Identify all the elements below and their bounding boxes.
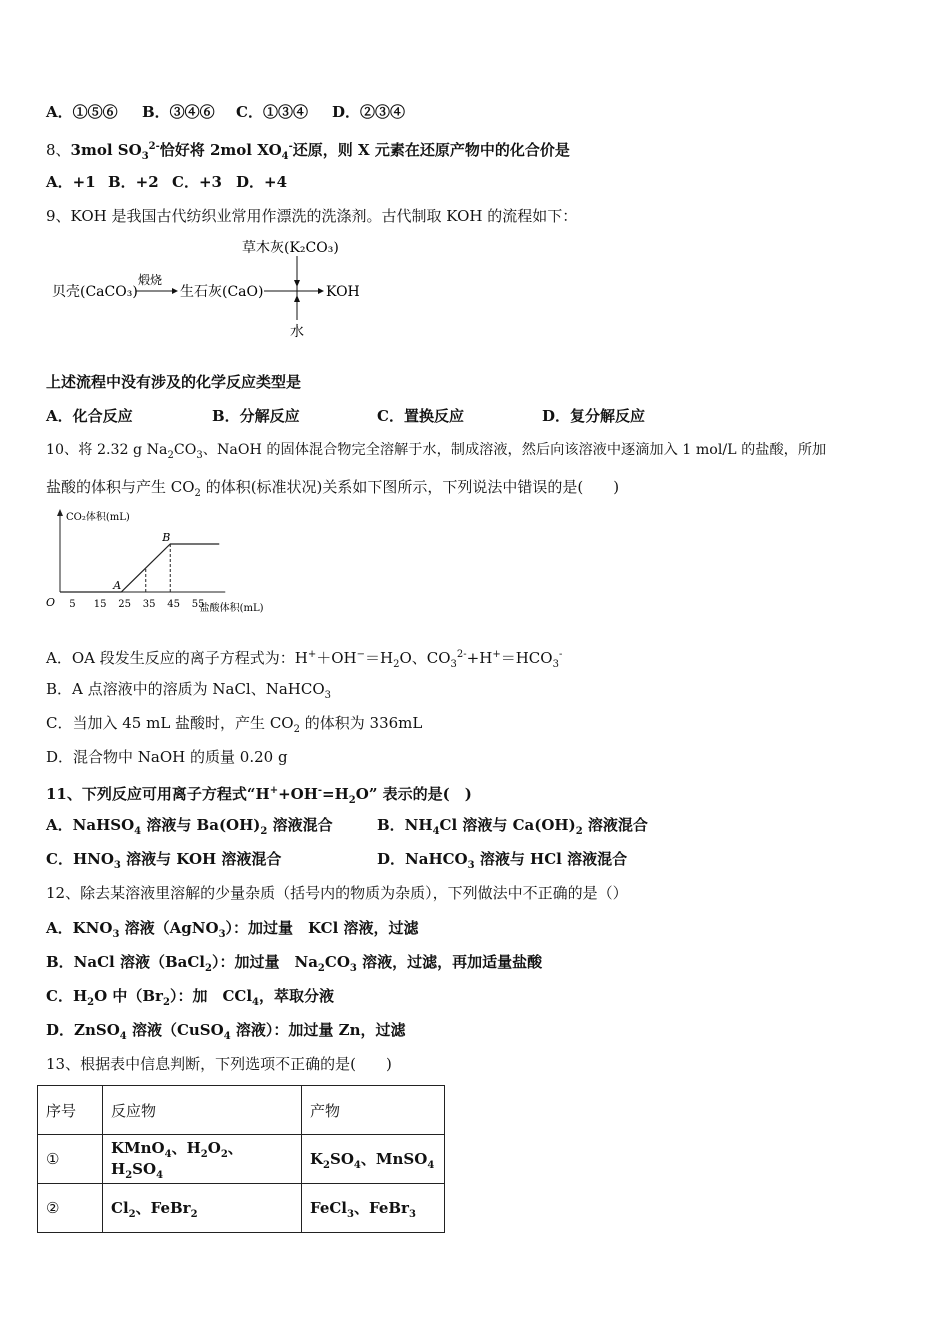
x-tick-label: 55 xyxy=(191,599,205,610)
table-header-cell: 产物 xyxy=(302,1086,445,1135)
q10-stem-line1: 10、将 2.32 g $Na_2CO_3$、NaOH 的固体混合物完全溶解于水，制成溶液，然后向该溶液中逐滴加入 1 mol/L 的盐酸，所加 xyxy=(46,442,827,461)
q13-table xyxy=(37,1085,445,1233)
q12-option-d: D．ZnSO$_4$ 溶液（CuSO$_4$ 溶液）：加过量 Zn，过滤 xyxy=(46,1021,406,1042)
q9-flow-diagram xyxy=(46,234,376,344)
q13-stem: 13、根据表中信息判断，下列选项不正确的是( ) xyxy=(46,1055,392,1073)
q8-number: 8、 xyxy=(46,141,71,159)
q9-stem: 9、KOH 是我国古代纺织业常用作漂洗的洗涤剂。古代制取 KOH 的流程如下： xyxy=(46,207,578,225)
q9-question: 上述流程中没有涉及的化学反应类型是 xyxy=(46,373,302,391)
table-row xyxy=(38,1135,445,1184)
q12-option-b: B．NaCl 溶液（BaCl$_2$）：加过量 $Na_2CO_3$ 溶液，过滤，再加适量盐酸 xyxy=(46,953,543,974)
q9-option-c: C．置换反应 xyxy=(377,407,464,425)
table-cell: KMnO$_4$、$H_2O_2$、$H_2SO_4$ xyxy=(103,1135,302,1184)
x-tick-label: 15 xyxy=(93,599,107,610)
q11-option-a: A．NaHSO$_4$ 溶液与 $Ba(OH)_2$ 溶液混合 xyxy=(46,816,333,837)
y-axis-arrow xyxy=(57,509,63,516)
q7-option-d: D．②③④ xyxy=(332,103,406,121)
table-row xyxy=(38,1184,445,1233)
y-axis-label: CO₂体积(mL) xyxy=(66,512,130,523)
flow-end: KOH xyxy=(326,284,360,300)
q8-option-a: A．+1 xyxy=(46,173,96,191)
q9-option-a: A．化合反应 xyxy=(46,407,133,425)
flow-bottom: 水 xyxy=(290,324,304,340)
flow-middle: 生石灰(CaO) xyxy=(180,284,264,300)
table-header-row xyxy=(38,1086,445,1135)
table-cell: ② xyxy=(38,1184,103,1233)
table-cell: $Cl_2$、FeBr$_2$ xyxy=(103,1184,302,1233)
co2-series-line xyxy=(60,544,219,592)
q8-stem xyxy=(46,137,570,167)
q10-stem-line2: 盐酸的体积与产生 $CO_2$ 的体积(标准状况)关系如下图所示，下列说法中错误的是( ) xyxy=(46,478,620,499)
x-axis-label: 盐酸体积(mL) xyxy=(199,603,264,614)
x-tick-label: 35 xyxy=(142,599,156,610)
x-tick-label: 45 xyxy=(167,599,180,610)
q11-option-c: C．$HNO_3$ 溶液与 KOH 溶液混合 xyxy=(46,850,282,871)
table-cell: ① xyxy=(38,1135,103,1184)
q8-option-c: C．+3 xyxy=(172,173,222,191)
flow-up-arrow xyxy=(294,295,300,302)
q9-option-b: B．分解反应 xyxy=(212,407,300,425)
q11-option-b: B．$NH_4Cl$ 溶液与 $Ca(OH)_2$ 溶液混合 xyxy=(377,816,648,837)
q12-stem: 12、除去某溶液里溶解的少量杂质（括号内的物质为杂质），下列做法中不正确的是（） xyxy=(46,884,628,902)
q10-option-b: B．A 点溶液中的溶质为 NaCl、NaHCO$_3$ xyxy=(46,680,332,701)
q10-chart xyxy=(44,506,274,618)
q12-option-a: A．$KNO_3$ 溶液（AgNO$_3$）：加过量 KCl 溶液，过滤 xyxy=(46,919,419,940)
q11-stem: 11、下列反应可用离子方程式“$H^++OH^-=H_2O$” 表示的是( ) xyxy=(46,785,472,806)
q12-option-c: C．$H_2O$ 中$(Br_2)$：加 CCl$_4$，萃取分液 xyxy=(46,987,334,1008)
q10-option-a: A．OA 段发生反应的离子方程式为：$H^++OH^-=H_2O$、$CO_3^{2-}+H^+=HCO_3^-$ xyxy=(46,649,563,670)
flow-start: 贝壳(CaCO₃) xyxy=(52,284,138,300)
q7-option-b: B．③④⑥ xyxy=(142,103,215,121)
flow-arrow-2-head xyxy=(318,288,324,294)
x-tick-label: 5 xyxy=(69,599,76,610)
q8-option-d: D．+4 xyxy=(236,173,288,191)
point-label-b: B xyxy=(162,531,171,544)
q7-option-c: C．①③④ xyxy=(236,103,308,121)
q11-option-d: D．NaHCO$_3$ 溶液与 HCl 溶液混合 xyxy=(377,850,628,871)
table-header-cell: 序号 xyxy=(38,1086,103,1135)
q8-option-b: B．+2 xyxy=(108,173,159,191)
table-cell: $K_2SO_4$、MnSO$_4$ xyxy=(302,1135,445,1184)
table-cell: FeCl$_3$、FeBr$_3$ xyxy=(302,1184,445,1233)
x-tick-label: 25 xyxy=(118,599,131,610)
q10-option-c: C．当加入 45 mL 盐酸时，产生 $CO_2$ 的体积为 336mL xyxy=(46,714,423,735)
q10-option-d: D．混合物中 NaOH 的质量 0.20 g xyxy=(46,748,288,766)
flow-arrow-1-head xyxy=(172,288,178,294)
table-header-cell: 反应物 xyxy=(103,1086,302,1135)
q8-text: 3mol $SO_3^{2-}$恰好将 2mol $XO_4^-$还原，则 X 元素在还原产物中的化合价是 xyxy=(70,141,570,162)
origin-label: O xyxy=(46,596,56,609)
q7-option-a: A．①⑤⑥ xyxy=(46,103,118,121)
flow-top: 草木灰(K₂CO₃) xyxy=(242,240,339,256)
point-label-a: A xyxy=(113,579,122,592)
flow-down-arrow xyxy=(294,280,300,287)
q9-option-d: D．复分解反应 xyxy=(542,407,646,425)
flow-arrow-label: 煅烧 xyxy=(138,273,163,287)
